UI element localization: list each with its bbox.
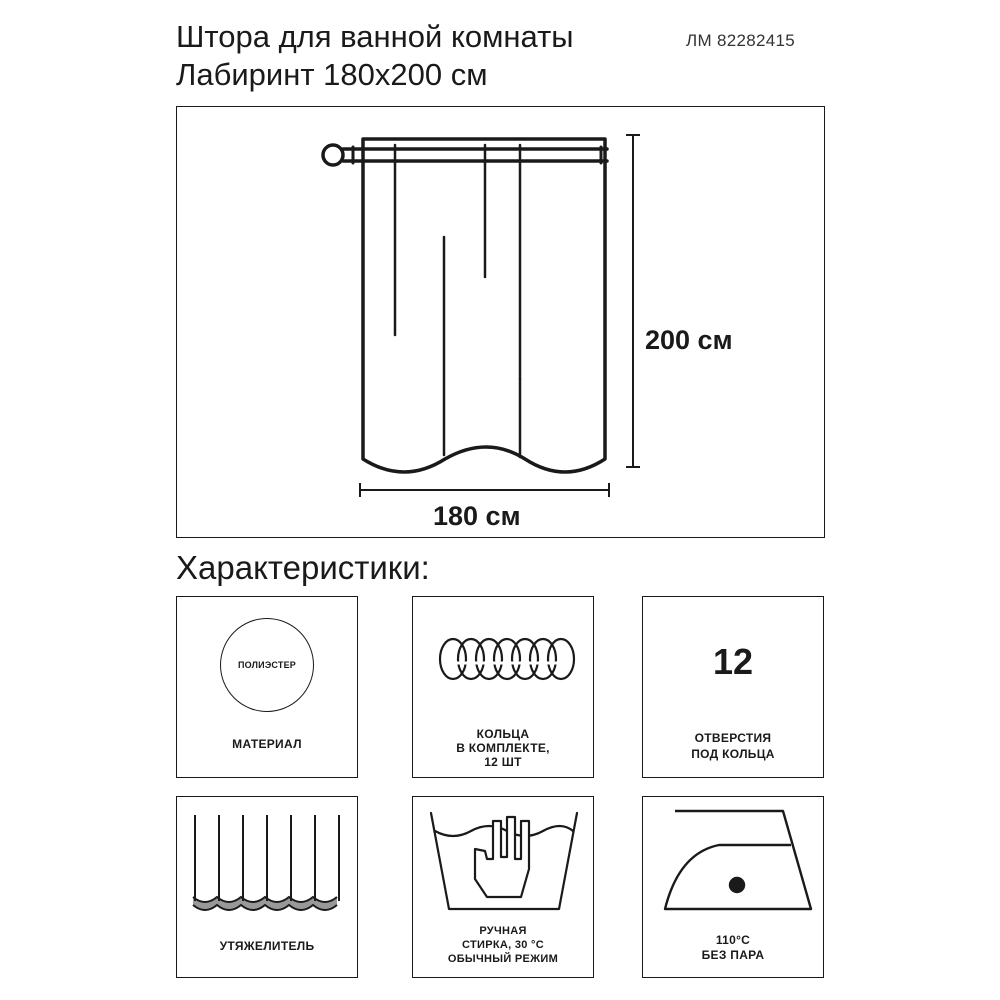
dimension-diagram xyxy=(176,106,825,538)
wash-caption-1: РУЧНАЯ xyxy=(479,925,527,937)
iron-caption-2: БЕЗ ПАРА xyxy=(701,948,765,962)
material-icon-text: ПОЛИЭСТЕР xyxy=(237,660,296,670)
holes-caption-2: ПОД КОЛЬЦА xyxy=(691,747,775,761)
material-caption: МАТЕРИАЛ xyxy=(232,737,302,751)
material-card xyxy=(176,596,358,778)
width-dimension-label: 180 см xyxy=(433,501,521,531)
iron-card xyxy=(642,796,824,978)
height-dimension-label: 200 см xyxy=(645,325,733,355)
rings-caption-2: В КОМПЛЕКТЕ, xyxy=(456,741,550,755)
rings-caption-3: 12 ШТ xyxy=(484,755,522,769)
wash-caption-3: ОБЫЧНЫЙ РЕЖИМ xyxy=(447,953,559,965)
curtain-drawing xyxy=(177,107,826,539)
holes-caption-1: ОТВЕРСТИЯ xyxy=(694,731,772,745)
weight-card xyxy=(176,796,358,978)
product-title-line1: Штора для ванной комнаты xyxy=(176,19,574,54)
holes-count: 12 xyxy=(712,641,754,682)
rod-end-icon xyxy=(323,145,343,165)
weight-caption: УТЯЖЕЛИТЕЛЬ xyxy=(219,939,315,953)
product-title-line2: Лабиринт 180х200 см xyxy=(176,57,488,92)
rings-card xyxy=(412,596,594,778)
specs-heading: Характеристики: xyxy=(176,549,430,586)
article-number: ЛМ 82282415 xyxy=(686,31,795,50)
wash-card xyxy=(412,796,594,978)
rings-caption-1: КОЛЬЦА xyxy=(476,727,530,741)
iron-caption-1: 110°С xyxy=(715,933,751,947)
material-circle-icon xyxy=(220,618,314,712)
holes-card xyxy=(642,596,824,778)
wash-caption-2: СТИРКА, 30 °С xyxy=(462,939,544,951)
